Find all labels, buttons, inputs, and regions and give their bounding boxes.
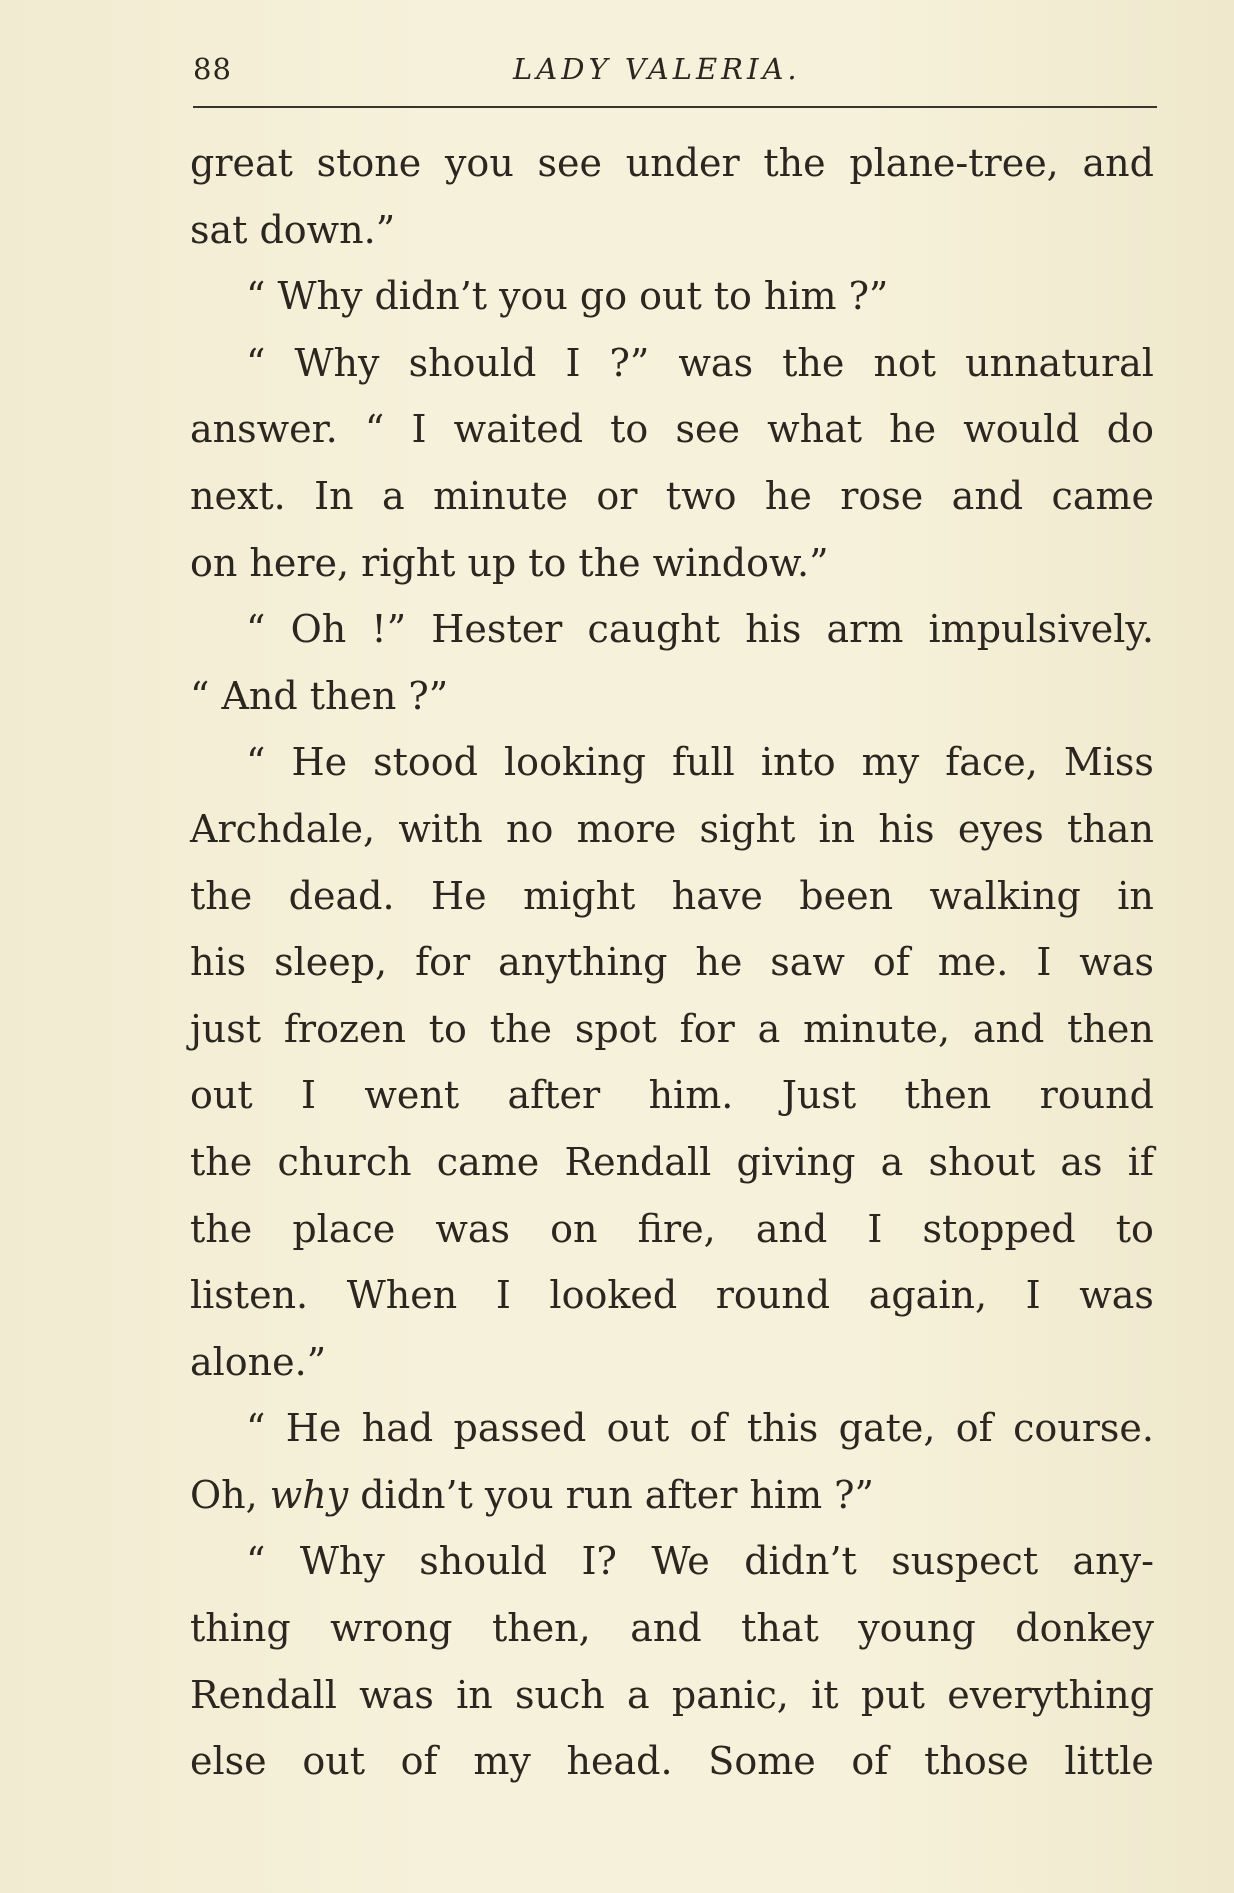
body-text xyxy=(190,130,1154,1795)
text-line: Rendall was in such a panic, it put everything xyxy=(190,1672,1154,1717)
text-line: “ Why should I? We didn’t suspect any- xyxy=(246,1539,1154,1584)
text-line: his sleep, for anything he saw of me. I was xyxy=(190,940,1154,985)
text-line: “ He had passed out of this gate, of course. xyxy=(246,1406,1154,1451)
text-line: next. In a minute or two he rose and came xyxy=(190,473,1154,518)
text-line: on here, right up to the window.” xyxy=(190,540,829,585)
text-line: “ Why didn’t you go out to him ?” xyxy=(246,274,889,319)
text-line: the church came Rendall giving a shout as if xyxy=(190,1139,1154,1184)
text-line: answer. “ I waited to see what he would do xyxy=(190,407,1154,452)
text-line: “ And then ?” xyxy=(190,673,449,718)
header-rule xyxy=(193,106,1157,108)
text-line: the place was on fire, and I stopped to xyxy=(190,1206,1154,1251)
page-header xyxy=(193,52,1161,96)
text-line: out I went after him. Just then round xyxy=(190,1073,1154,1118)
text-line: the dead. He might have been walking in xyxy=(190,873,1154,918)
text-line: just frozen to the spot for a minute, and then xyxy=(190,1006,1154,1051)
text-line: “ He stood looking full into my face, Miss xyxy=(246,740,1154,785)
text-line: thing wrong then, and that young donkey xyxy=(190,1606,1154,1651)
text-line: Archdale, with no more sight in his eyes than xyxy=(190,806,1154,851)
text-line: “ Why should I ?” was the not unnatural xyxy=(246,340,1154,385)
text-line: else out of my head. Some of those little xyxy=(190,1739,1154,1784)
text-line: alone.” xyxy=(190,1339,327,1384)
text-line: great stone you see under the plane-tree, and xyxy=(190,141,1154,185)
page-number: 88 xyxy=(193,52,232,86)
running-title: LADY VALERIA. xyxy=(513,52,801,86)
text-line: “ Oh !” Hester caught his arm impulsively. xyxy=(246,607,1154,652)
text-line: sat down.” xyxy=(190,207,396,252)
text-line: Oh, why didn’t you run after him ?” xyxy=(190,1472,874,1517)
text-line: listen. When I looked round again, I was xyxy=(190,1273,1154,1318)
